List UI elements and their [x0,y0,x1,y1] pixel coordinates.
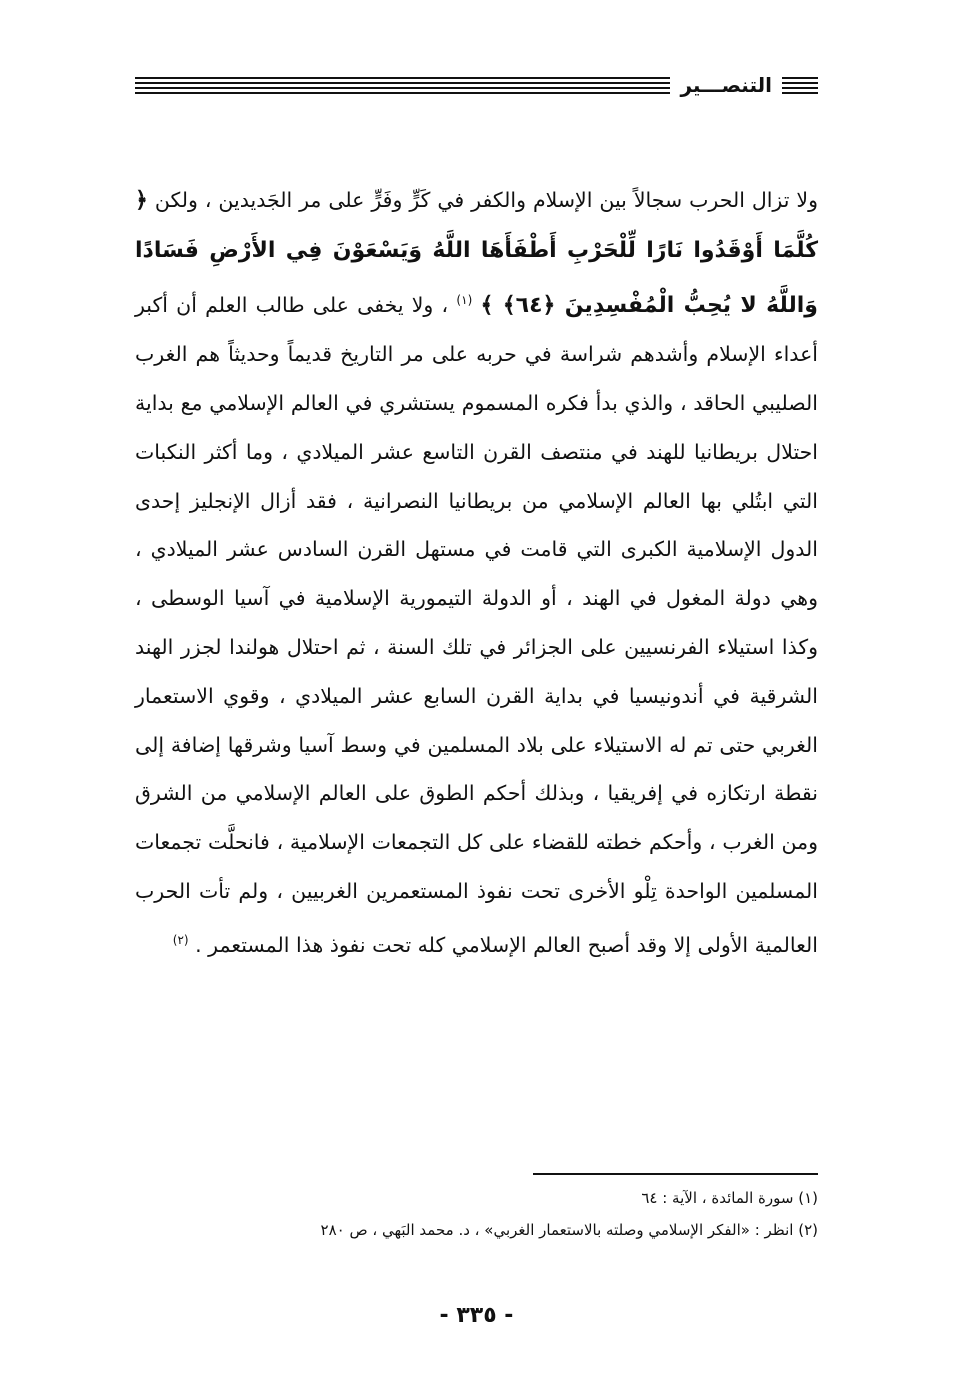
header-title: التنصـــير [680,73,772,97]
paragraph-intro: ولا تزال الحرب سجالاً بين الإسلام والكفر في كَرٍّ وفَرٍّ على مر الجَديدين ، ولكن [154,188,818,212]
header-rule-right [782,75,818,95]
header-rule-left [135,75,670,95]
paragraph-body: ، ولا يخفى على طالب العلم أن أكبر أعداء الإسلام وأشدهم شراسة في حربه على مر التاريخ قديماً وحديثاً هم الغرب الصليبي الحاقد ، والذي بدأ فكره المسموم يستشري في العالم الإسلامي مع بداية احتلال بريطانيا للهند في منتصف القرن التاسع عشر الميلادي ، وما أكثر النكبات التي ابتُلي بها العالم الإسلامي من بريطانيا النصرانية ، فقد أزال الإنجليز إحدى الدول الإسلامية الكبرى التي قامت في مستهل القرن السادس عشر الميلادي ، وهي دولة المغول في الهند ، أو الدولة التيمورية الإسلامية في آسيا الوسطى ، وكذا استيلاء الفرنسيين على الجزائر في تلك السنة ، ثم احتلال هولندا لجزر الهند الشرقية في أندونيسيا في بداية القرن السابع عشر الميلادي ، وقوي الاستعمار الغربي حتى تم له الاستيلاء على بلاد المسلمين في وسط آسيا وشرقها إضافة إلى نقطة ارتكازه في إفريقيا ، وبذلك أحكم الطوق على العالم الإسلامي من الشرق ومن الغرب ، وأحكم خطته للقضاء على كل التجمعات الإسلامية ، فانحلَّت تجمعات المسلمين الواحدة تِلْو الأخرى تحت نفوذ المستعمرين الغربيين ، ولم تأت الحرب العالمية الأولى إلا وقد أصبح العالم الإسلامي كله تحت نفوذ هذا المستعمر . [135,292,818,957]
footnotes [135,1182,818,1246]
footnote-ref-2: (٢) [172,932,189,947]
footnote-1: (١) سورة المائدة ، الآية : ٦٤ [641,1189,818,1207]
footnote-separator [533,1173,818,1175]
footnote-ref-1: (١) [456,292,473,307]
footnote-2: (٢) انظر : «الفكر الإسلامي وصلته بالاستعمار الغربي» ، د. محمد البَهي ، ص ٢٨٠ [320,1221,818,1239]
main-paragraph [135,176,818,969]
page-number: - ٣٣٥ - [439,1303,514,1328]
quran-verse: ﴿ كُلَّمَا أَوْقَدُوا نَارًا لِّلْحَرْبِ أَطْفَأَهَا اللَّهُ وَيَسْعَوْنَ فِي الأَرْضِ فَسَادًا وَاللَّهُ لا يُحِبُّ الْمُفْسِدِينَ ﴿٦٤﴾ ﴾ [135,188,818,318]
running-header [135,68,818,102]
